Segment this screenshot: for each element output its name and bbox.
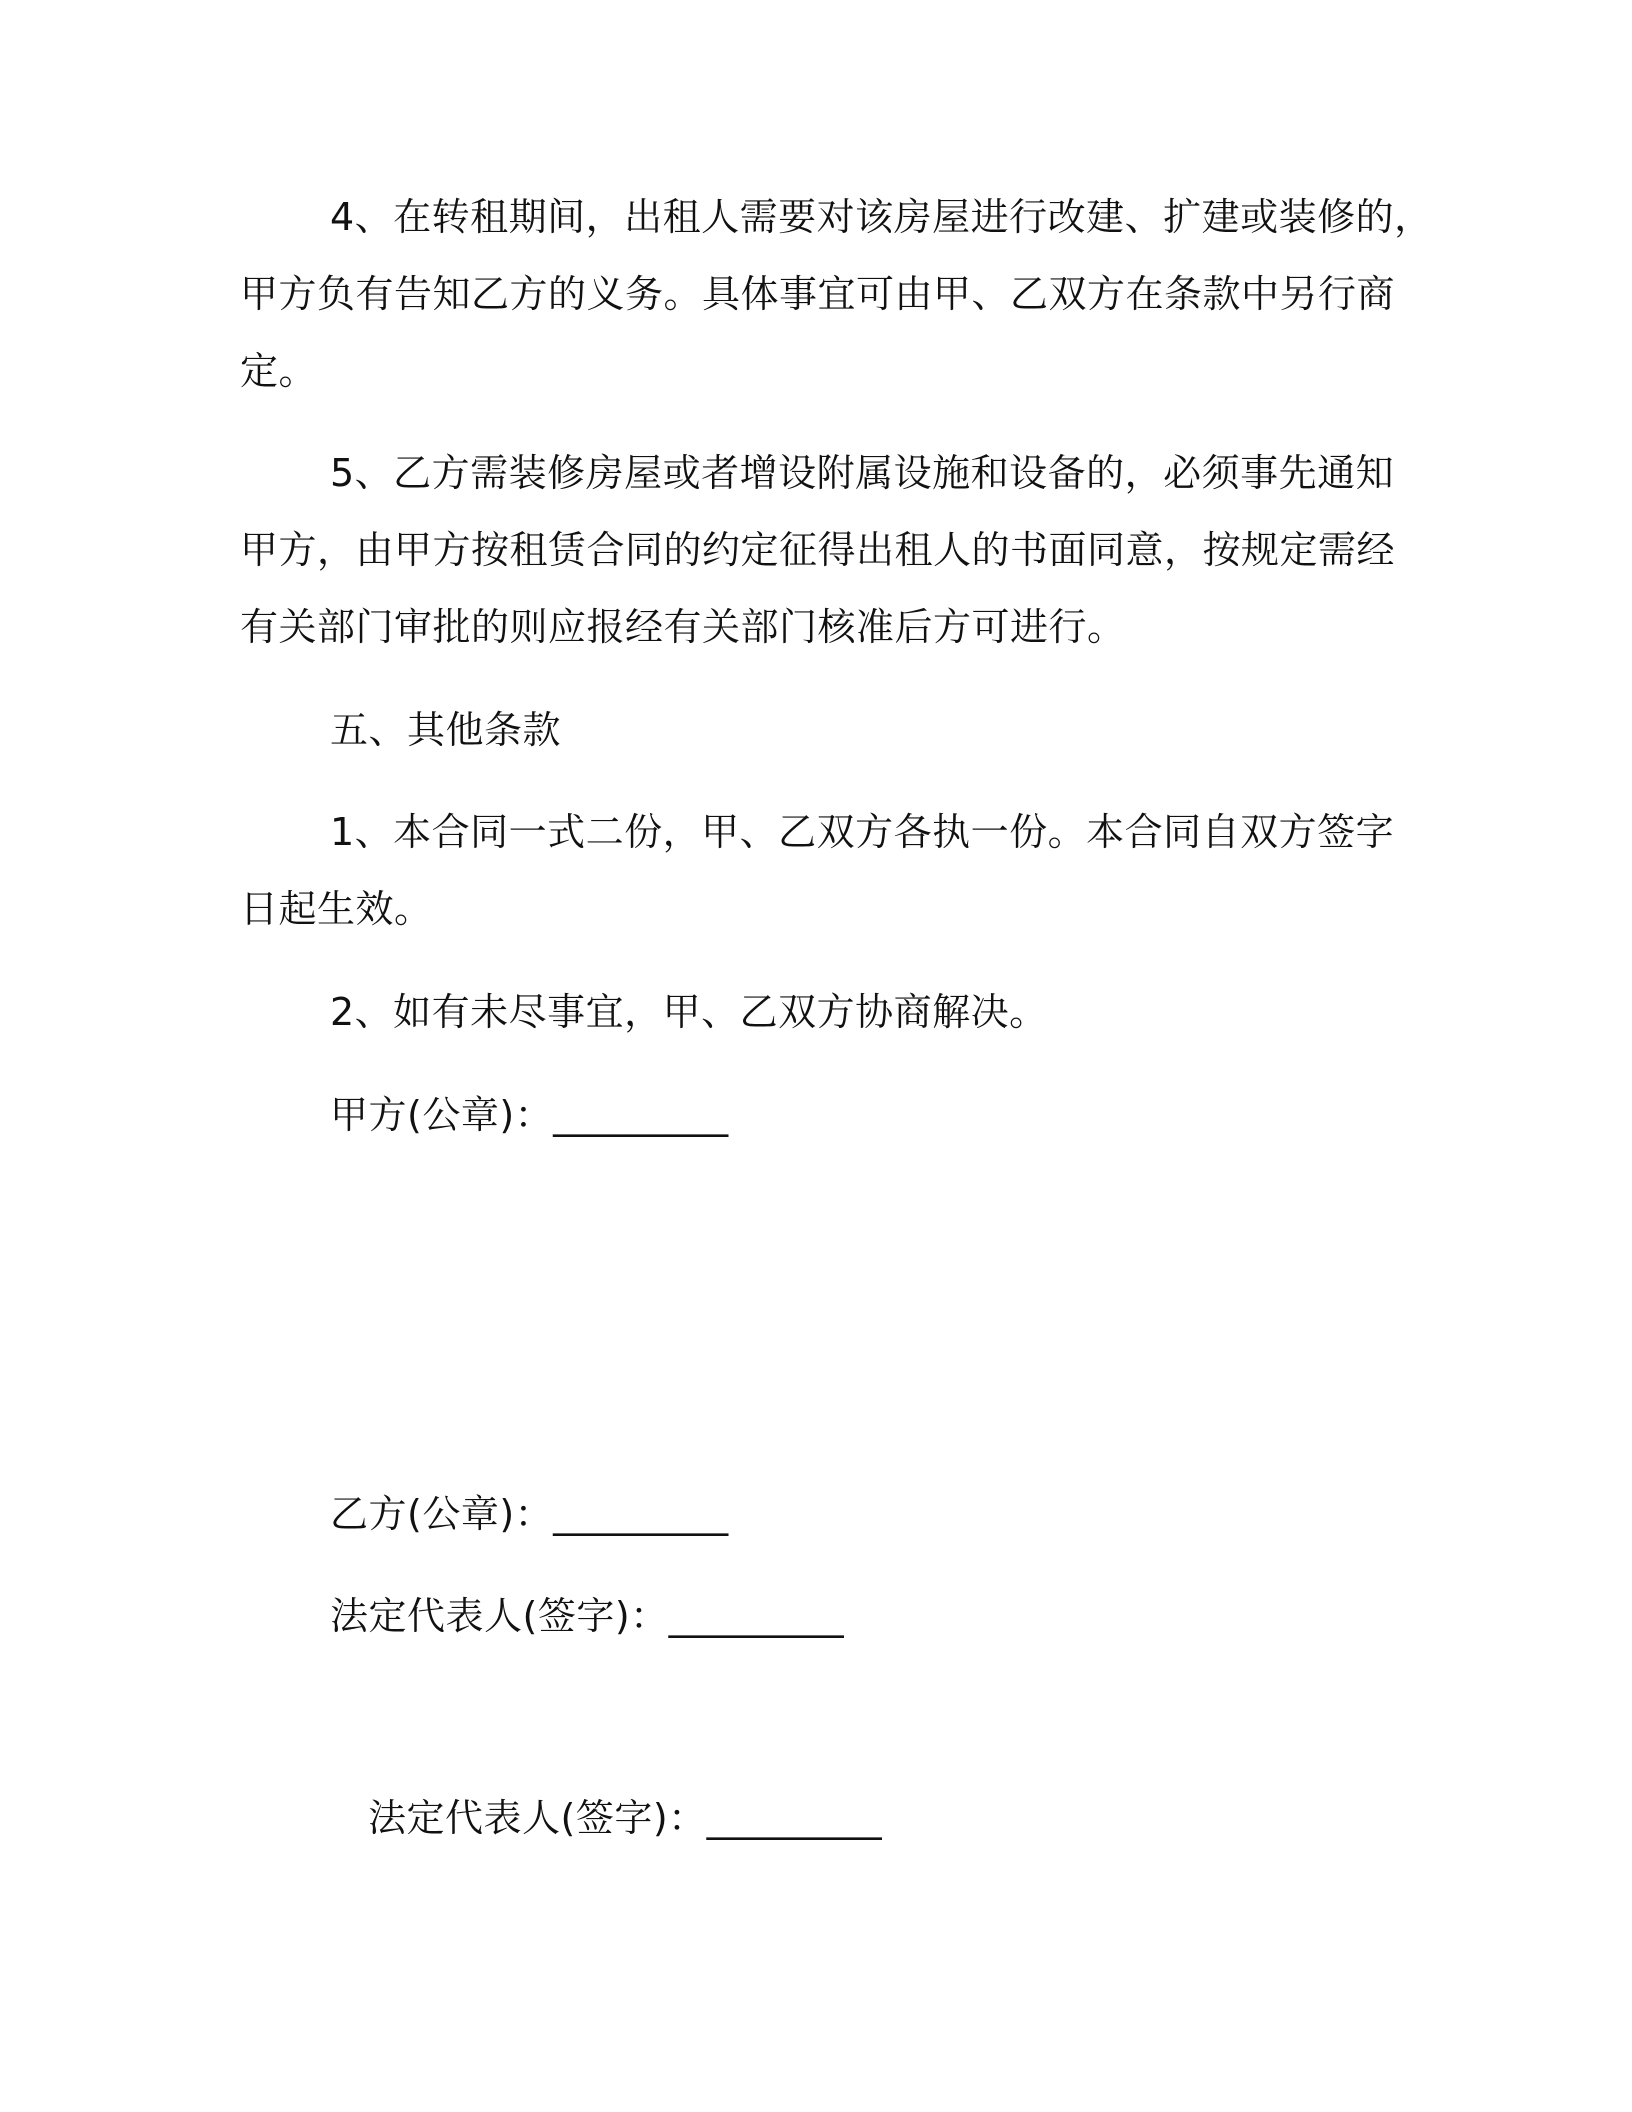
other-clause-1-line-2: 日起生效。 (240, 887, 433, 931)
section-heading: 五、其他条款 (330, 708, 562, 752)
party-b-seal-line: 乙方(公章)：_________ (330, 1492, 729, 1536)
clause-5-line-1: 5、乙方需装修房屋或者增设附属设施和设备的，必须事先通知 (330, 451, 1395, 495)
clause-5-line-2: 甲方，由甲方按租赁合同的约定征得出租人的书面同意，按规定需经 (240, 528, 1396, 572)
clause-4-line-3: 定。 (240, 349, 318, 393)
other-clause-1-line-1: 1、本合同一式二份，甲、乙双方各执一份。本合同自双方签字 (330, 810, 1395, 854)
legal-rep-signature-line-2: 法定代表人(签字)：_________ (368, 1796, 883, 1840)
party-a-seal-line: 甲方(公章)：_________ (330, 1093, 729, 1137)
clause-4-line-1: 4、在转租期间，出租人需要对该房屋进行改建、扩建或装修的， (330, 195, 1433, 239)
clause-4-line-2: 甲方负有告知乙方的义务。具体事宜可由甲、乙双方在条款中另行商 (240, 272, 1396, 316)
other-clause-2: 2、如有未尽事宜，甲、乙双方协商解决。 (330, 990, 1048, 1034)
legal-rep-signature-line-1: 法定代表人(签字)：_________ (330, 1594, 845, 1638)
clause-5-line-3: 有关部门审批的则应报经有关部门核准后方可进行。 (240, 605, 1126, 649)
